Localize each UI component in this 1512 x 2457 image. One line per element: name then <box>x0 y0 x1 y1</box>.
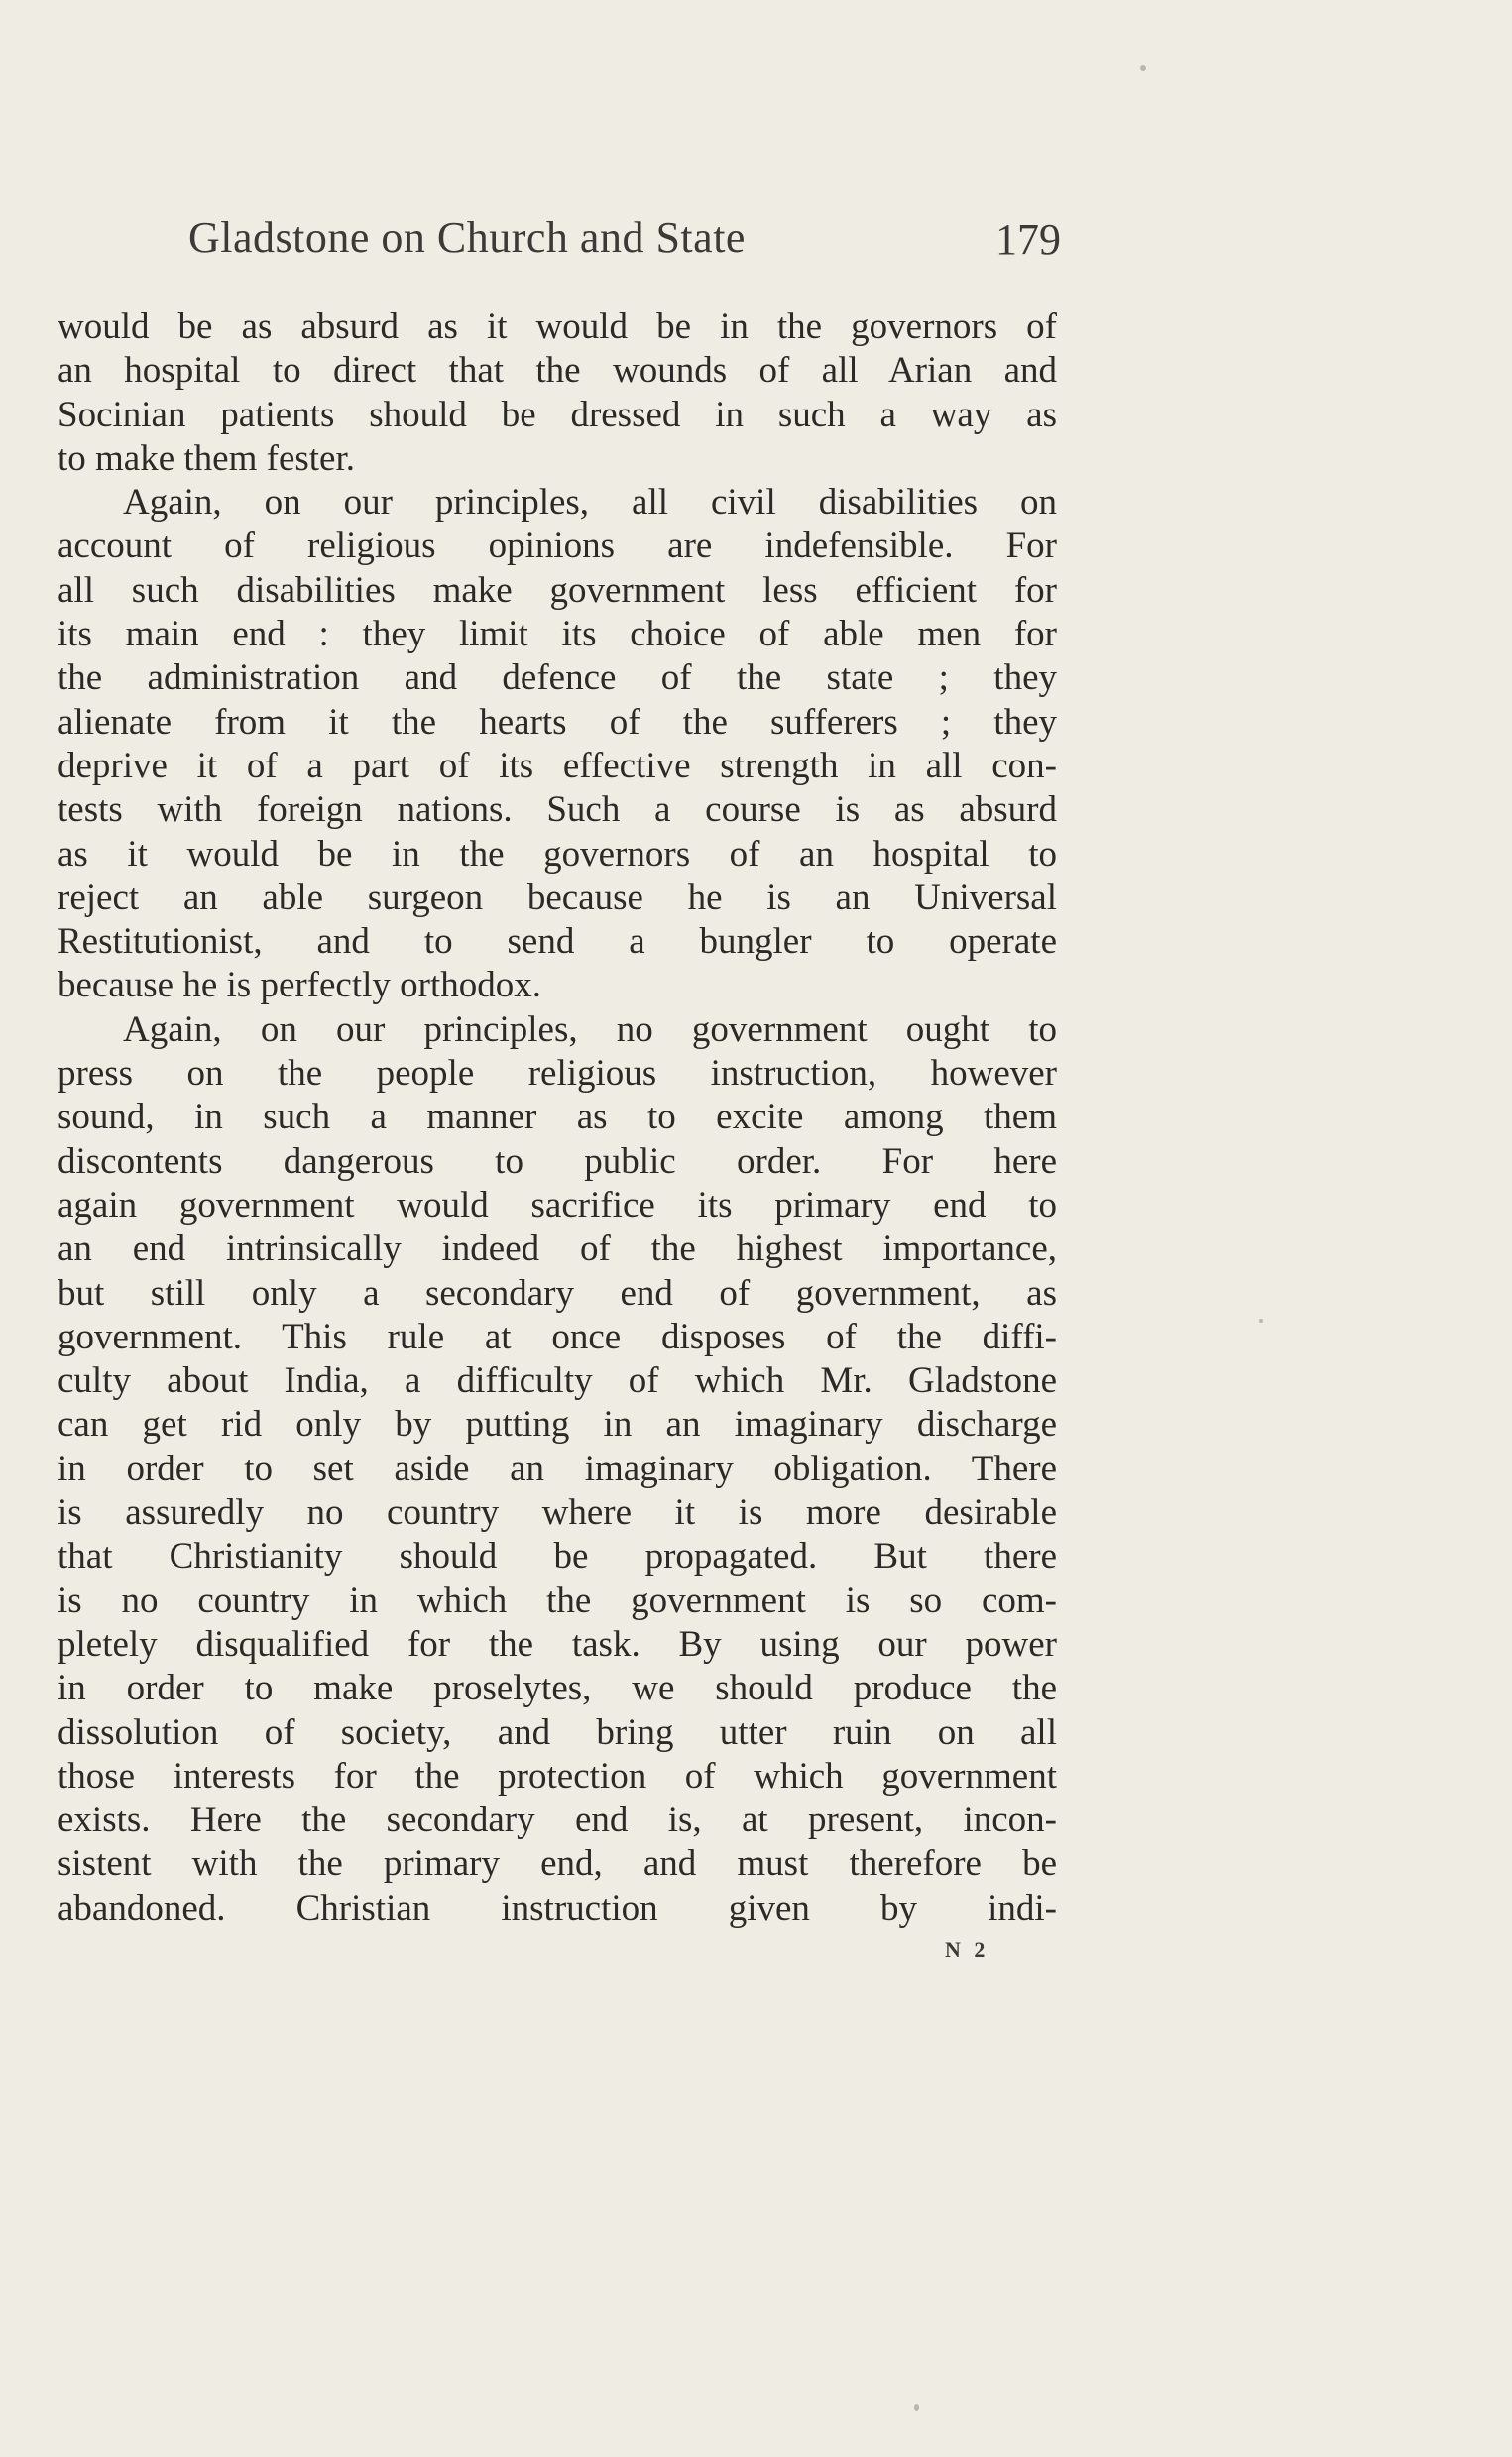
text-line: an hospital to direct that the wounds of all Arian and <box>58 350 1057 392</box>
text-line: reject an able surgeon because he is an Universal <box>58 877 1057 918</box>
text-line: tests with foreign nations. Such a course is as absurd <box>58 789 1057 831</box>
text-line: the administration and defence of the state ; they <box>58 657 1057 699</box>
text-line: sound, in such a manner as to excite among them <box>58 1097 1057 1138</box>
text-line: culty about India, a difficulty of which Mr. Gladstone <box>58 1360 1057 1402</box>
text-line: sistent with the primary end, and must therefore be <box>58 1843 1057 1885</box>
text-line: that Christianity should be propagated. But there <box>58 1536 1057 1578</box>
text-line: account of religious opinions are indefensible. For <box>58 526 1057 567</box>
text-line: Socinian patients should be dressed in such a way as <box>58 394 1057 435</box>
text-line: to make them fester. <box>58 437 356 479</box>
running-header <box>188 212 1061 282</box>
text-line: its main end : they limit its choice of able men for <box>58 614 1057 655</box>
text-line: deprive it of a part of its effective strength in all con- <box>58 745 1057 786</box>
text-line: Restitutionist, and to send a bungler to operate <box>58 921 1057 963</box>
text-line: pletely disqualified for the task. By using our power <box>58 1623 1057 1665</box>
page-number: 179 <box>995 215 1061 264</box>
text-line: again government would sacrifice its primary end to <box>58 1184 1057 1226</box>
text-line: in order to set aside an imaginary obligation. There <box>58 1448 1057 1489</box>
text-line: press on the people religious instruction, however <box>58 1053 1057 1095</box>
text-line: would be as absurd as it would be in the governors of <box>58 306 1057 347</box>
body-text <box>58 305 1057 1930</box>
text-line: an end intrinsically indeed of the highest importance, <box>58 1228 1057 1270</box>
text-line: dissolution of society, and bring utter ruin on all <box>58 1711 1057 1753</box>
text-line: because he is perfectly orthodox. <box>58 965 542 1006</box>
text-line: but still only a secondary end of government, as <box>58 1272 1057 1314</box>
paragraph <box>58 1008 1057 1930</box>
text-line: is no country in which the government is so com- <box>58 1580 1057 1621</box>
text-line: all such disabilities make government less efficient for <box>58 569 1057 611</box>
paper-speck <box>914 2404 919 2411</box>
text-line: discontents dangerous to public order. For here <box>58 1140 1057 1182</box>
text-line: government. This rule at once disposes of the diffi- <box>58 1316 1057 1357</box>
text-line: exists. Here the secondary end is, at present, incon- <box>58 1800 1057 1841</box>
text-line: abandoned. Christian instruction given by indi- <box>58 1887 1057 1929</box>
text-line: Again, on our principles, all civil disabilities on <box>123 482 1057 524</box>
text-line: those interests for the protection of which government <box>58 1755 1057 1797</box>
paragraph <box>58 305 1057 481</box>
text-line: alienate from it the hearts of the sufferers ; they <box>58 701 1057 743</box>
text-line: is assuredly no country where it is more desirable <box>58 1492 1057 1534</box>
paper-speck <box>1259 1319 1263 1323</box>
text-line: Again, on our principles, no government ought to <box>123 1008 1057 1050</box>
text-line: as it would be in the governors of an hospital to <box>58 833 1057 875</box>
paper-speck <box>1140 65 1146 71</box>
paragraph <box>58 481 1057 1008</box>
text-line: can get rid only by putting in an imaginary discharge <box>58 1404 1057 1446</box>
text-line: in order to make proselytes, we should produce the <box>58 1668 1057 1709</box>
signature-mark: N 2 <box>945 1937 989 1962</box>
running-title: Gladstone on Church and State <box>188 213 746 262</box>
